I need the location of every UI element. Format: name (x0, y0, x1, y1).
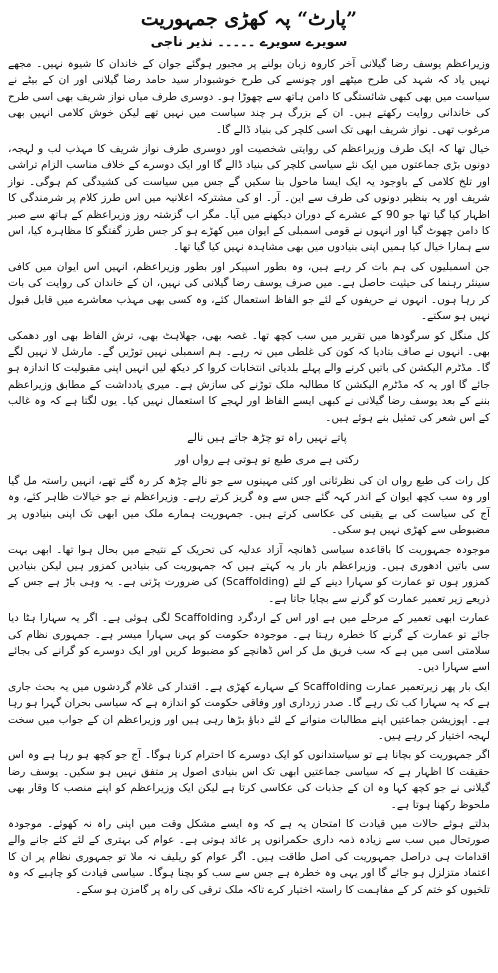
paragraph: عمارت ابھی تعمیر کے مرحلے میں ہے اور اس کے اردگرد Scaffolding لگی ہوئی ہے۔ اگر یہ سہارا ہٹا دیا جائے تو عمارت کے گرنے کا خطرہ رہتا ہے۔ موجودہ حکومت کو یہی سہارا میسر ہے۔ جمہوری نظام کی سلامتی اسی میں ہے کہ سب فریق مل کر اس ڈھانچے کو مضبوط کریں اور ایک دوسرے کو گرانے کی بجائے اسے سہارا دیں۔ (8, 612, 491, 674)
verse-hemistich: پاتے نہیں راہ تو چڑھ جاتے ہیں نالے (187, 430, 347, 444)
paragraph: اگر جمہوریت کو بچانا ہے تو سیاستدانوں کو ایک دوسرے کا احترام کرنا ہوگا۔ آج جو کچھ ہو رہا ہے وہ اس حقیقت کا اظہار ہے کہ سیاسی جماعتیں ابھی تک اس بنیادی اصول پر متفق نہیں ہو سکیں۔ یوسف رضا گیلانی نے جو کچھ کہا وہ ان کے جذبات کی عکاسی کرتا ہے لیکن ایک وزیراعظم کو اپنے منصب کا وقار بھی ملحوظ رکھنا ہوتا ہے۔ (8, 749, 490, 811)
poetry-verse-line-2 (8, 451, 490, 469)
column-byline: سویرے سویرے ۔۔۔۔۔ نذیر ناجی (150, 35, 348, 50)
paragraph: بدلتے ہوئے حالات میں قیادت کا امتحان یہ ہے کہ وہ ایسے مشکل وقت میں اپنی راہ نہ کھوئے۔ موجودہ صورتحال میں سب سے زیادہ ذمہ داری حکمرانوں پر عائد ہوتی ہے۔ عوام کی بہتری کے لئے کئے جانے والے اقدامات ہی دراصل جمہوریت کی اصل طاقت ہیں۔ اگر عوام کو ریلیف نہ ملا تو جمہوری نظام پر ان کا اعتماد متزلزل ہو جائے گا اور یہی وہ خطرہ ہے جس سے سب کو بچنا ہوگا۔ سیاسی قیادت کو چاہیے کہ وہ تلخیوں کو ختم کر کے مفاہمت کا راستہ اختیار کرے تاکہ ملک ترقی کی راہ پر گامزن ہو سکے۔ (8, 818, 490, 896)
paragraph: وزیراعظم یوسف رضا گیلانی آخر کاروہ زبان بولنے پر مجبور ہوگئے جوان کے خاندان کا شیوہ نہیں۔ مجھے نہیں یاد کہ شہد کی طرح میٹھے اور چونسے کی طرح خوشبودار سید حامد رضا گیلانی اور ان کے بیٹے نے سیاست میں بھی کبھی شائستگی کا دامن ہاتھ سے چھوڑا ہو۔ دوسری طرف میاں نواز شریف بھی اسی طرح کی خاندانی روایت رکھتے ہیں۔ ان کے بزرگ ہر چند سیاست میں نہیں تھے لیکن خوش کلامی انہیں بھی مرغوب تھی۔ نواز شریف ابھی تک اسی کلچر کی بنیاد ڈالے گا۔ (8, 58, 490, 136)
verse-hemistich: رکتی ہے مری طبع تو ہوتی ہے رواں اور (175, 452, 359, 466)
poetry-verse-line-1 (8, 429, 490, 447)
paragraph: ایک بار پھر زیرتعمیر عمارت Scaffolding کے سہارے کھڑی ہے۔ اقتدار کی غلام گردشوں میں یہ بحث جاری ہے کہ یہ سہارا کب تک رہے گا۔ صدر زرداری اور وفاقی حکومت کو اندازہ ہے کہ سیاسی بحران گہرا ہو رہا ہے۔ اپوزیشن جماعتیں اپنے مطالبات منوانے کے لئے دباؤ بڑھا رہی ہیں اور وزیراعظم ان کے جواب میں سخت لہجہ اختیار کر رہے ہیں۔ (8, 680, 491, 743)
column-body (8, 56, 490, 898)
paragraph: کل منگل کو سرگودھا میں تقریر میں سب کچھ تھا۔ غصہ بھی، جھلاہٹ بھی، ترش الفاظ بھی اور دھمکی بھی۔ انہوں نے صاف بتادیا کہ کون کی غلطی میں نہ رہے۔ ہم اسمبلی نہیں توڑیں گے۔ مارشل لا نہیں لگے گا۔ مڈٹرم الیکشن کی باتیں کرنے والے پہلے بلدیاتی انتخابات کروا کر دیکھ لیں انہیں اپنی مقبولیت کا اندازہ ہو جائے گا اور یہ کہ مڈٹرم الیکشن کا مطالبہ ملک توڑنے کی سازش ہے۔ میری یادداشت کے مطابق وزیراعظم بننے کے بعد یوسف رضا گیلانی نے کبھی ایسے الفاظ اور لہجے کا استعمال نہیں کیا۔ یوں لگتا ہے کہ وہ غالب کے اس شعر کی تمثیل بنے ہوئے ہیں۔ (8, 329, 490, 424)
column-title: ”پارٹ“ پہ کھڑی جمہوریت (140, 8, 358, 30)
paragraph: کل رات کی طبع رواں ان کی نظرثانی اور کئی مہینوں سے جو نالے چڑھ کر رہ گئے تھے، انہیں راستہ مل گیا اور وہ سب کچھ ایوان کے اندر کہہ گئے جس سے وہ گریز کرتے رہے۔ وزیراعظم نے جو خیالات ظاہر کئے، وہ آج کی سیاست کی بے یقینی کی عکاسی کرتے ہیں۔ جمہوریت ہمارے ملک میں ابھی تک اپنی بنیادوں پر مضبوطی سے کھڑی نہیں ہو سکی۔ (8, 474, 490, 537)
paragraph: جن اسمبلیوں کی ہم بات کر رہے ہیں، وہ بطور اسپیکر اور بطور وزیراعظم، انہیں اس ایوان میں کافی سینئر رہنما کی حیثیت حاصل ہے۔ میں صرف یوسف رضا گیلانی کی نہیں، ان کے خاندان کی روایت کی بات کر رہا ہوں۔ انہوں نے حریفوں کے لئے جو الفاظ استعمال کئے، وہ کسی بھی مہذب معاشرے میں قابل قبول نہیں ہو سکتے۔ (8, 260, 490, 323)
paragraph: خیال تھا کہ ایک طرف وزیراعظم کی روایتی شخصیت اور دوسری طرف نواز شریف کا مہذب لب و لہجہ، دونوں بڑی جماعتوں میں ایک نئے سیاسی کلچر کی بنیاد ڈالے گا اور ایک دوسرے کے خلاف مناسب الزام تراشی اور تلخ کلامی کے باوجود یہ ایک ایسا ماحول بنا سکیں گے جس میں سیاست کی کشیدگی کم ہوگی۔ نواز شریف اور یہ بنظیر دونوں کی طرف سے این۔ آر۔ او کی مشترکہ اعلانیہ میں اس طرز کلام پر شرمندگی کا اظہار کیا گیا تھا جو 90 کے عشرے کے دوران دیکھنے میں آیا۔ مگر اب گزشتہ روز وزیراعظم کے ہاتھ سے صبر کا دامن چھوٹ گیا اور انہوں نے قومی اسمبلی کے ایوان میں کھڑے ہو کر جس طرز گفتگو کا مظاہرہ کیا، اس سے ہمارا خیال کیا ہمیں اپنی بنیادوں میں بھی مشاہدہ نہیں کیا گیا تھا۔ (8, 143, 491, 254)
paragraph: موجودہ جمہوریت کا باقاعدہ سیاسی ڈھانچہ آزاد عدلیہ کی تحریک کے نتیجے میں بحال ہوا تھا۔ ابھی بہت سی باتیں ادھوری ہیں۔ وزیراعظم بار بار یہ کہتے ہیں کہ جمہوریت کی بنیادیں کمزور ہیں لیکن بنیادیں کمزور ہوں تو عمارت کو سہارا دینے کے لئے (Scaffolding) کی ضرورت پڑتی ہے۔ یہ وہی باڑ ہے جس کے ذریعے زیر تعمیر عمارت کو گرنے سے بچایا جاتا ہے۔ (8, 543, 490, 605)
